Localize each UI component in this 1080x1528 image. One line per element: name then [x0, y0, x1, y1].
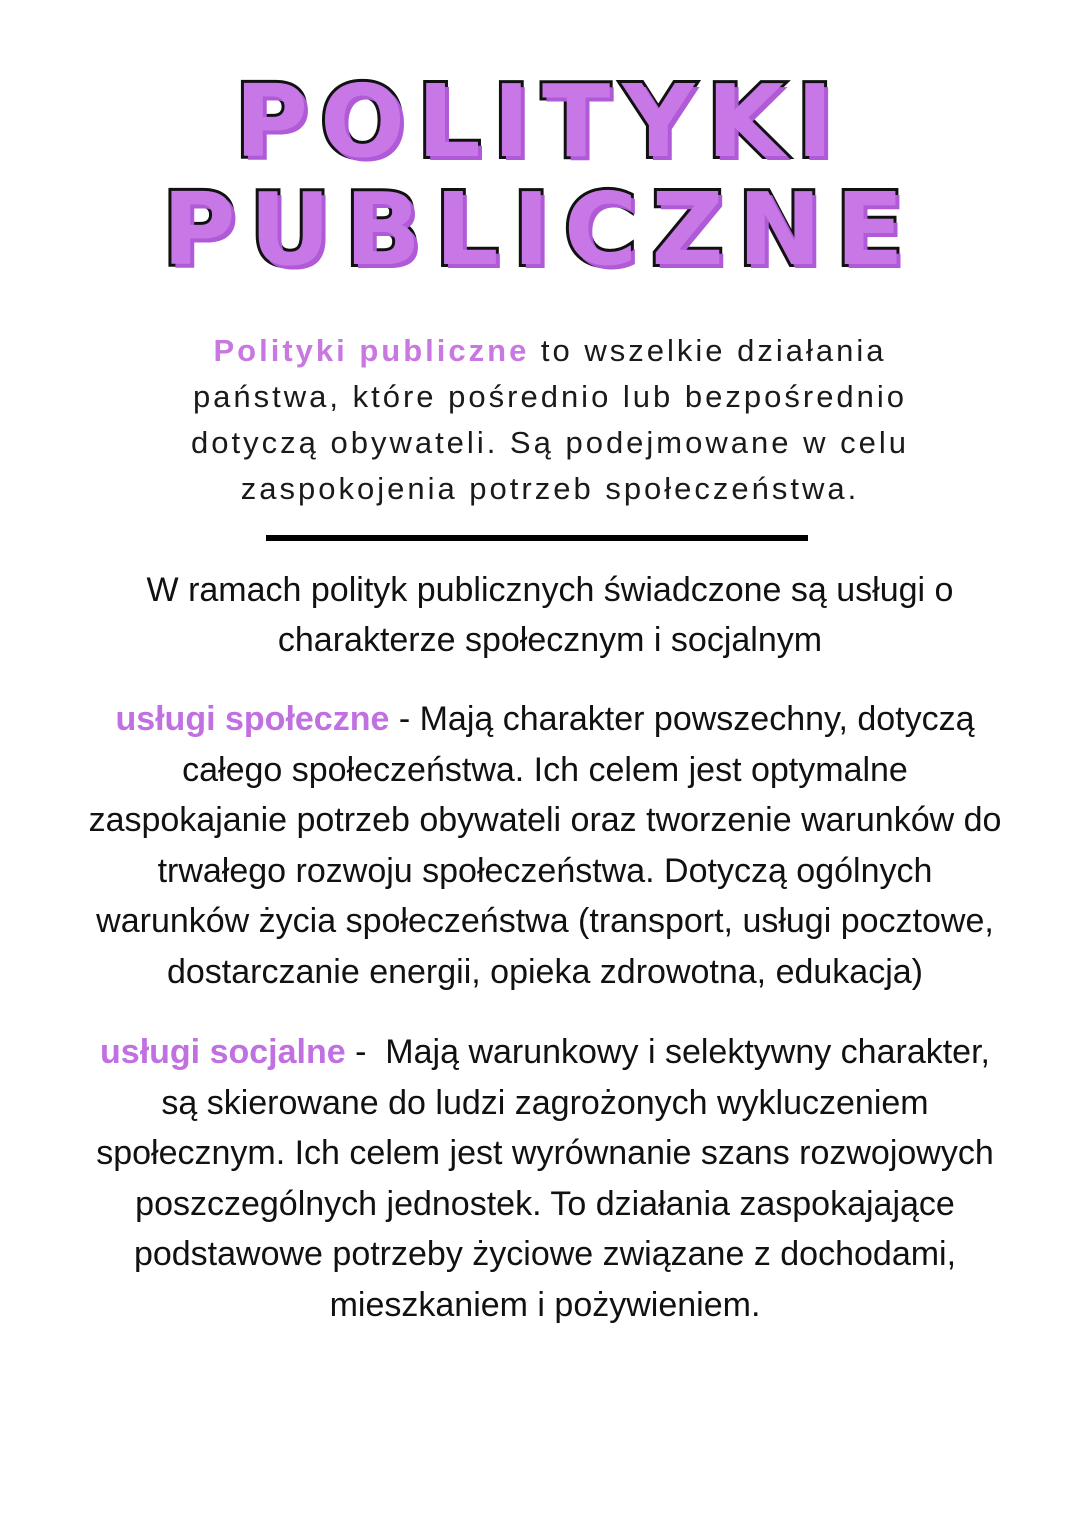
social-services-term: usługi społeczne [115, 700, 390, 738]
social-services-line: dostarczanie energii, opieka zdrowotna, edukacja) [166, 952, 923, 991]
welfare-services-line: mieszkaniem i pożywieniem. [329, 1285, 761, 1324]
social-services-line: całego społeczeństwa. Ich celem jest optymalne [182, 750, 908, 789]
welfare-services-line: poszczególnych jednostek. To działania zaspokajające [135, 1184, 955, 1223]
title-line-2: PUBLICZNE [162, 171, 918, 288]
welfare-services-term: usługi socjalne [100, 1033, 346, 1071]
social-services-line: trwałego rozwoju społeczeństwa. Dotyczą ogólnych [157, 851, 933, 890]
social-services-paragraph [40, 694, 1050, 997]
social-services-line: zaspokajanie potrzeb obywateli oraz tworzenie warunków do [88, 801, 1002, 839]
welfare-services-line: podstawowe potrzeby życiowe związane z dochodami, [133, 1235, 957, 1273]
intro-line: państwa, które pośrednio lub bezpośrednio [192, 379, 908, 414]
welfare-services-line: - Mają warunkowy i selektywny charakter, [345, 1033, 990, 1071]
intro-paragraph [140, 328, 960, 512]
title-line-1: POLITYKI [234, 63, 846, 180]
intro-line: to wszelkie działania [529, 333, 887, 368]
services-intro-line: W ramach polityk publicznych świadczone są usługi o [146, 571, 954, 609]
welfare-services-line: są skierowane do ludzi zagrożonych wykluczeniem [161, 1083, 929, 1122]
section-divider [266, 535, 808, 541]
services-intro-paragraph [90, 565, 1010, 665]
social-services-line: - Mają charakter powszechny, dotyczą [389, 700, 975, 738]
services-intro-line: charakterze społecznym i socjalnym [277, 621, 823, 659]
welfare-services-paragraph [40, 1027, 1050, 1330]
welfare-services-line: społecznym. Ich celem jest wyrównanie szans rozwojowych [96, 1134, 994, 1172]
intro-line: zaspokojenia potrzeb społeczeństwa. [240, 471, 860, 506]
social-services-line: warunków życia społeczeństwa (transport, usługi pocztowe, [96, 902, 994, 940]
intro-line: dotyczą obywateli. Są podejmowane w celu [191, 425, 909, 460]
intro-highlight-term: Polityki publiczne [213, 333, 530, 368]
